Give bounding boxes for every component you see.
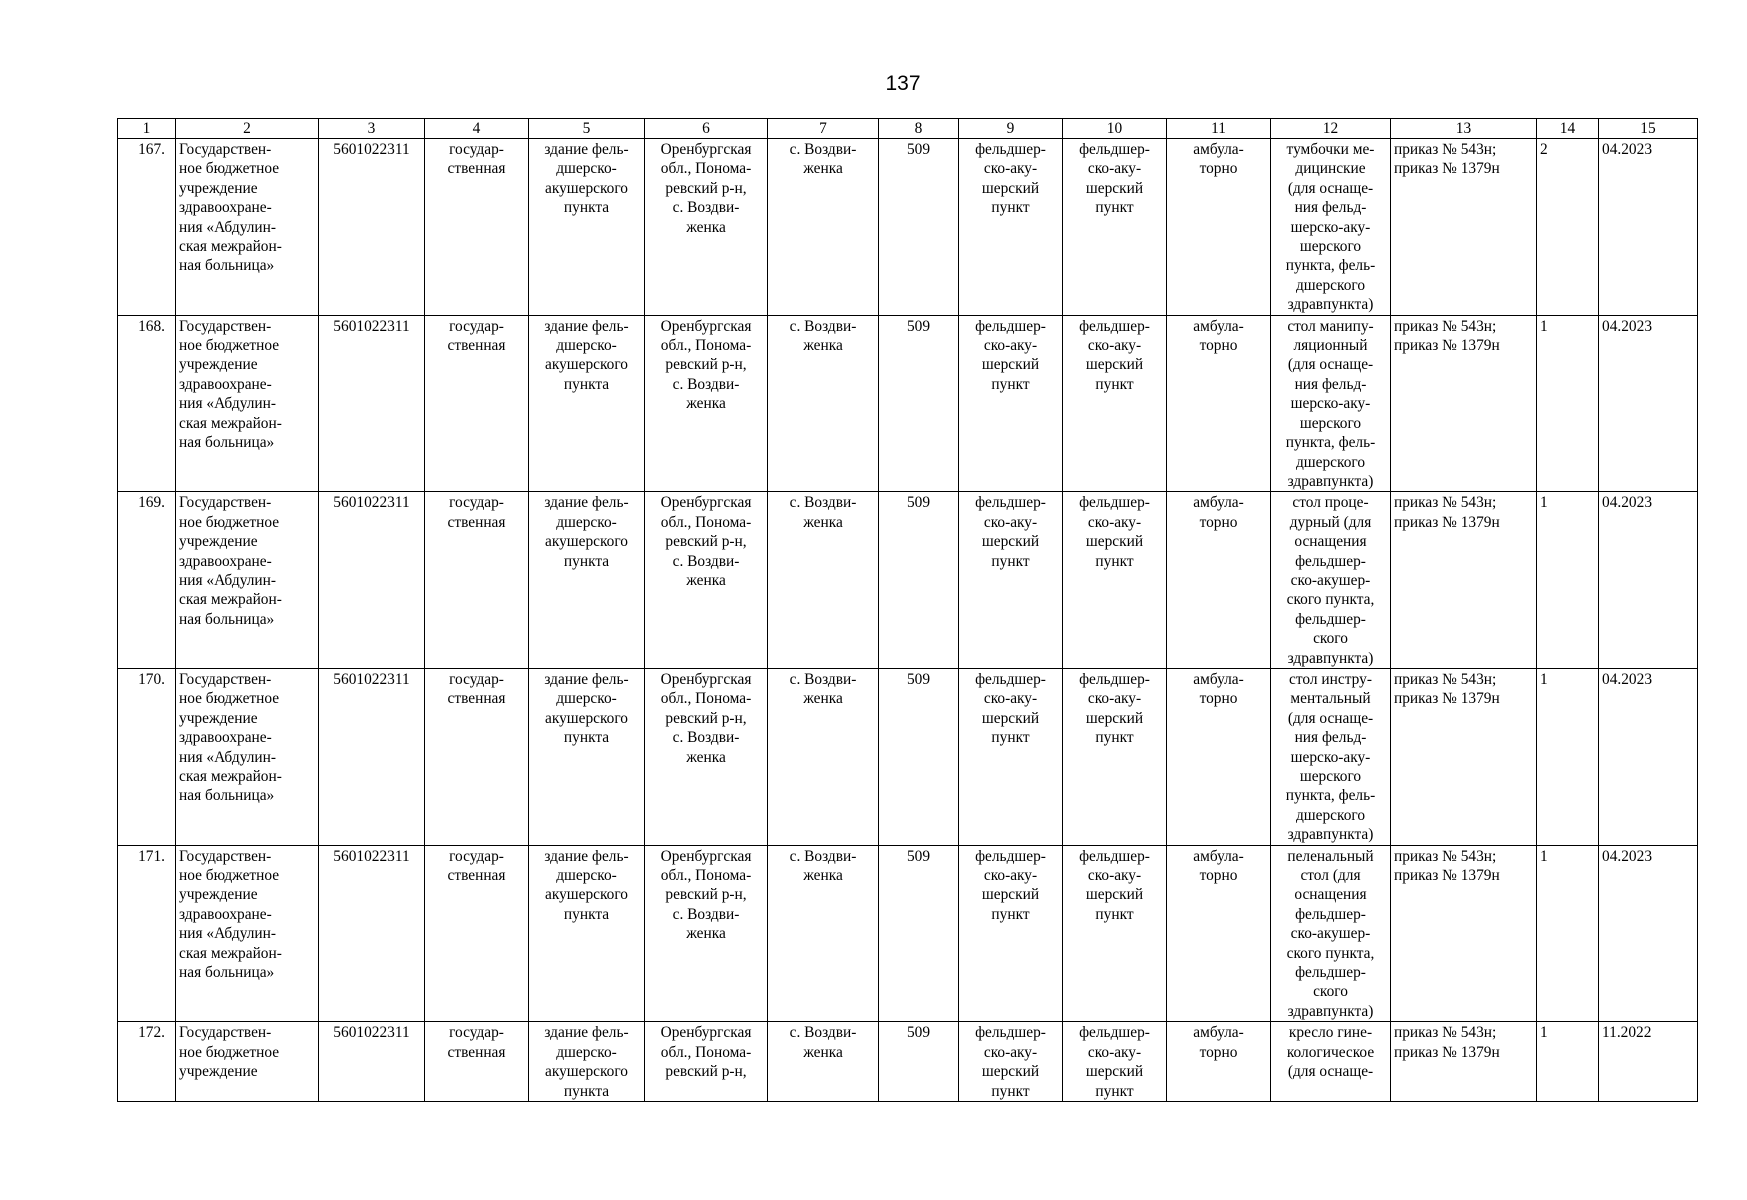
cell-equipment-name: тумбочки ме- дицинские (для оснаще- ния фельд- шерско-аку- шерского пункта, фель- дшерского здравпункта) [1271, 139, 1391, 316]
cell-organization-name: Государствен- ное бюджетное учреждение здравоохране- ния «Абдулин- ская межрайон- ная больница» [176, 668, 319, 845]
cell-row-number: 167. [118, 139, 176, 316]
column-header-1: 1 [118, 119, 176, 139]
cell-regulatory-order: приказ № 543н; приказ № 1379н [1391, 315, 1537, 492]
cell-date: 04.2023 [1599, 315, 1698, 492]
column-header-11: 11 [1167, 119, 1271, 139]
cell-settlement: с. Воздви- женка [768, 139, 879, 316]
table-row [118, 315, 1698, 492]
cell-settlement-code: 509 [879, 845, 959, 1022]
cell-ownership-form: государ- ственная [425, 845, 529, 1022]
column-header-3: 3 [319, 119, 425, 139]
cell-settlement-code: 509 [879, 492, 959, 669]
cell-address: Оренбургская обл., Понома- ревский р-н, с. Воздви- женка [645, 492, 768, 669]
cell-row-number: 168. [118, 315, 176, 492]
cell-organization-name: Государствен- ное бюджетное учреждение здравоохране- ния «Абдулин- ская межрайон- ная больница» [176, 315, 319, 492]
cell-equipment-name: кресло гине- кологическое (для оснаще- [1271, 1022, 1391, 1102]
cell-date: 11.2022 [1599, 1022, 1698, 1102]
column-header-14: 14 [1537, 119, 1599, 139]
cell-date: 04.2023 [1599, 845, 1698, 1022]
cell-settlement-code: 509 [879, 1022, 959, 1102]
cell-quantity: 1 [1537, 1022, 1599, 1102]
cell-inn-code: 5601022311 [319, 492, 425, 669]
column-header-9: 9 [959, 119, 1063, 139]
cell-inn-code: 5601022311 [319, 1022, 425, 1102]
cell-regulatory-order: приказ № 543н; приказ № 1379н [1391, 1022, 1537, 1102]
cell-settlement-code: 509 [879, 668, 959, 845]
cell-building-name: здание фель- дшерско- акушерского пункта [529, 315, 645, 492]
cell-date: 04.2023 [1599, 668, 1698, 845]
table-row [118, 845, 1698, 1022]
cell-inn-code: 5601022311 [319, 845, 425, 1022]
cell-settlement: с. Воздви- женка [768, 492, 879, 669]
cell-organization-name: Государствен- ное бюджетное учреждение здравоохране- ния «Абдулин- ская межрайон- ная больница» [176, 139, 319, 316]
table-row [118, 492, 1698, 669]
cell-inn-code: 5601022311 [319, 668, 425, 845]
table-row [118, 668, 1698, 845]
cell-address: Оренбургская обл., Понома- ревский р-н, [645, 1022, 768, 1102]
column-header-7: 7 [768, 119, 879, 139]
cell-facility-type: фельдшер- ско-аку- шерский пункт [959, 668, 1063, 845]
cell-facility-kind: фельдшер- ско-аку- шерский пункт [1063, 845, 1167, 1022]
cell-quantity: 1 [1537, 315, 1599, 492]
cell-care-conditions: амбула- торно [1167, 315, 1271, 492]
cell-care-conditions: амбула- торно [1167, 1022, 1271, 1102]
cell-building-name: здание фель- дшерско- акушерского пункта [529, 492, 645, 669]
column-number-row [118, 119, 1698, 139]
cell-date: 04.2023 [1599, 139, 1698, 316]
cell-settlement: с. Воздви- женка [768, 315, 879, 492]
cell-facility-kind: фельдшер- ско-аку- шерский пункт [1063, 668, 1167, 845]
cell-facility-kind: фельдшер- ско-аку- шерский пункт [1063, 492, 1167, 669]
cell-ownership-form: государ- ственная [425, 315, 529, 492]
column-header-2: 2 [176, 119, 319, 139]
cell-building-name: здание фель- дшерско- акушерского пункта [529, 1022, 645, 1102]
cell-settlement: с. Воздви- женка [768, 668, 879, 845]
column-header-4: 4 [425, 119, 529, 139]
column-header-8: 8 [879, 119, 959, 139]
cell-regulatory-order: приказ № 543н; приказ № 1379н [1391, 668, 1537, 845]
cell-equipment-name: пеленальный стол (для оснащения фельдшер- ско-акушер- ского пункта, фельдшер- ского здравпункта) [1271, 845, 1391, 1022]
cell-settlement: с. Воздви- женка [768, 845, 879, 1022]
cell-settlement-code: 509 [879, 315, 959, 492]
cell-settlement: с. Воздви- женка [768, 1022, 879, 1102]
cell-facility-type: фельдшер- ско-аку- шерский пункт [959, 139, 1063, 316]
cell-care-conditions: амбула- торно [1167, 492, 1271, 669]
cell-facility-kind: фельдшер- ско-аку- шерский пункт [1063, 315, 1167, 492]
cell-care-conditions: амбула- торно [1167, 139, 1271, 316]
cell-ownership-form: государ- ственная [425, 668, 529, 845]
column-header-12: 12 [1271, 119, 1391, 139]
cell-quantity: 2 [1537, 139, 1599, 316]
cell-facility-type: фельдшер- ско-аку- шерский пункт [959, 845, 1063, 1022]
table-row [118, 1022, 1698, 1102]
cell-facility-type: фельдшер- ско-аку- шерский пункт [959, 1022, 1063, 1102]
cell-equipment-name: стол проце- дурный (для оснащения фельдшер- ско-акушер- ского пункта, фельдшер- ского здравпункта) [1271, 492, 1391, 669]
cell-equipment-name: стол инстру- ментальный (для оснаще- ния фельд- шерско-аку- шерского пункта, фель- дшерского здравпункта) [1271, 668, 1391, 845]
cell-address: Оренбургская обл., Понома- ревский р-н, с. Воздви- женка [645, 845, 768, 1022]
cell-inn-code: 5601022311 [319, 315, 425, 492]
cell-quantity: 1 [1537, 845, 1599, 1022]
cell-quantity: 1 [1537, 668, 1599, 845]
cell-row-number: 170. [118, 668, 176, 845]
cell-facility-kind: фельдшер- ско-аку- шерский пункт [1063, 139, 1167, 316]
table-row [118, 139, 1698, 316]
column-header-5: 5 [529, 119, 645, 139]
equipment-register-table [117, 118, 1698, 1102]
cell-inn-code: 5601022311 [319, 139, 425, 316]
cell-address: Оренбургская обл., Понома- ревский р-н, с. Воздви- женка [645, 315, 768, 492]
column-header-10: 10 [1063, 119, 1167, 139]
cell-organization-name: Государствен- ное бюджетное учреждение здравоохране- ния «Абдулин- ская межрайон- ная больница» [176, 492, 319, 669]
cell-row-number: 169. [118, 492, 176, 669]
column-header-6: 6 [645, 119, 768, 139]
cell-building-name: здание фель- дшерско- акушерского пункта [529, 139, 645, 316]
cell-regulatory-order: приказ № 543н; приказ № 1379н [1391, 845, 1537, 1022]
cell-equipment-name: стол манипу- ляционный (для оснаще- ния фельд- шерско-аку- шерского пункта, фель- дшерского здравпункта) [1271, 315, 1391, 492]
cell-facility-kind: фельдшер- ско-аку- шерский пункт [1063, 1022, 1167, 1102]
cell-building-name: здание фель- дшерско- акушерского пункта [529, 845, 645, 1022]
column-header-13: 13 [1391, 119, 1537, 139]
cell-row-number: 171. [118, 845, 176, 1022]
page-number: 137 [885, 72, 921, 95]
cell-quantity: 1 [1537, 492, 1599, 669]
cell-building-name: здание фель- дшерско- акушерского пункта [529, 668, 645, 845]
cell-address: Оренбургская обл., Понома- ревский р-н, с. Воздви- женка [645, 139, 768, 316]
cell-ownership-form: государ- ственная [425, 1022, 529, 1102]
cell-facility-type: фельдшер- ско-аку- шерский пункт [959, 492, 1063, 669]
cell-regulatory-order: приказ № 543н; приказ № 1379н [1391, 139, 1537, 316]
cell-row-number: 172. [118, 1022, 176, 1102]
cell-organization-name: Государствен- ное бюджетное учреждение здравоохране- ния «Абдулин- ская межрайон- ная больница» [176, 845, 319, 1022]
table-body [118, 139, 1698, 1102]
cell-organization-name: Государствен- ное бюджетное учреждение [176, 1022, 319, 1102]
cell-ownership-form: государ- ственная [425, 492, 529, 669]
cell-address: Оренбургская обл., Понома- ревский р-н, с. Воздви- женка [645, 668, 768, 845]
cell-care-conditions: амбула- торно [1167, 845, 1271, 1022]
cell-ownership-form: государ- ственная [425, 139, 529, 316]
cell-facility-type: фельдшер- ско-аку- шерский пункт [959, 315, 1063, 492]
column-header-15: 15 [1599, 119, 1698, 139]
cell-date: 04.2023 [1599, 492, 1698, 669]
cell-settlement-code: 509 [879, 139, 959, 316]
cell-regulatory-order: приказ № 543н; приказ № 1379н [1391, 492, 1537, 669]
cell-care-conditions: амбула- торно [1167, 668, 1271, 845]
